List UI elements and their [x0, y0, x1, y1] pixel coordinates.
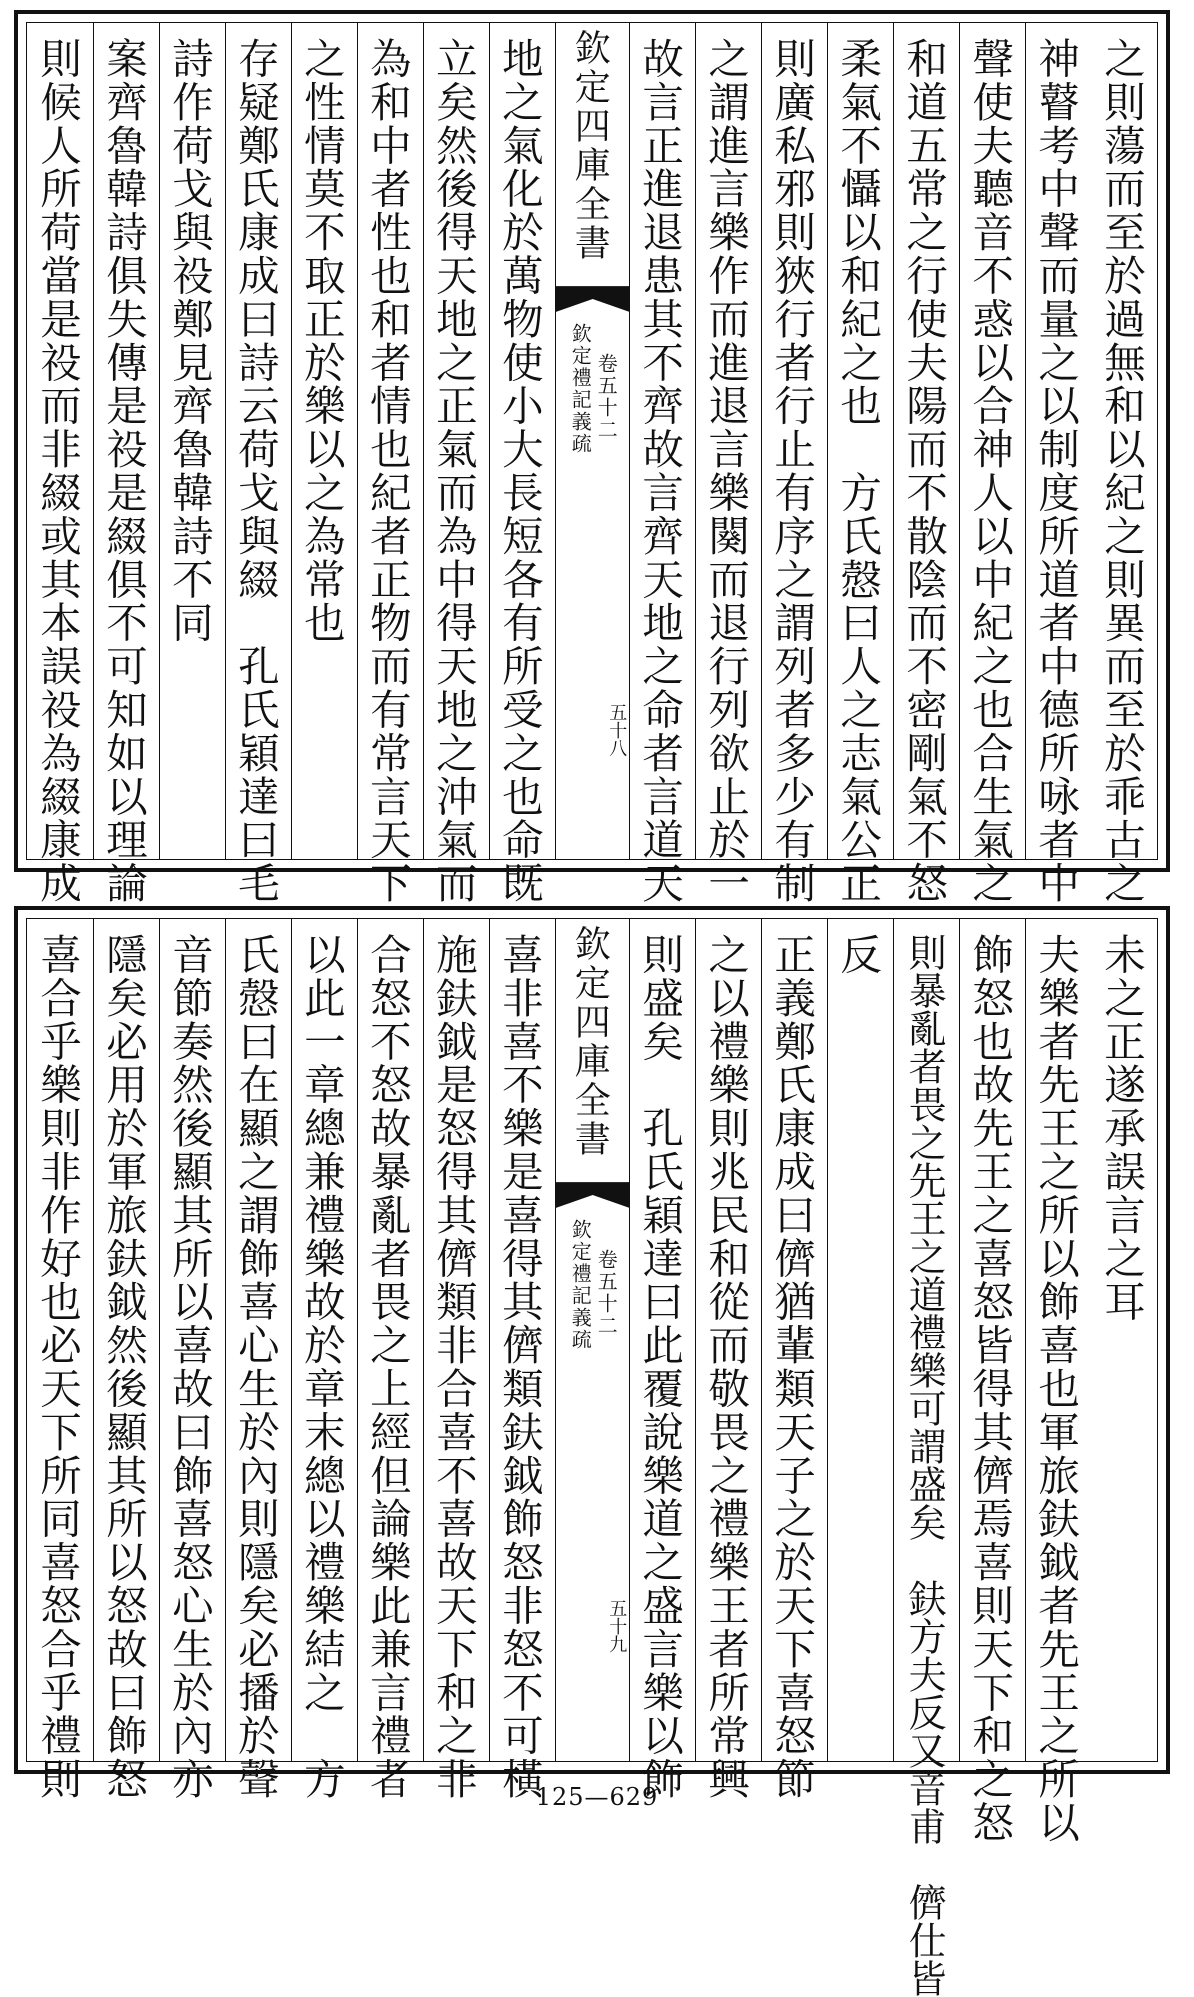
- text-column: 為和中者性也和者情也紀者正物而有常言天下: [357, 23, 423, 859]
- text-column: 音節奏然後顯其所以喜故曰飾喜怒心生於內亦: [159, 919, 225, 1761]
- text-column: 以此一章總兼禮樂故於章末總以禮樂結之 方: [291, 919, 357, 1761]
- top-page-frame: [26, 22, 1158, 905]
- text-column: 立矣然後得天地之正氣而為中得天地之沖氣而: [423, 23, 489, 859]
- book-title: 欽定四庫全書: [569, 925, 611, 1159]
- text-column: 地之氣化於萬物使小大長短各有所受之也命既: [489, 23, 555, 859]
- text-column: 存疑鄭氏康成曰詩云荷戈與綴 孔氏穎達曰毛: [225, 23, 291, 859]
- center-margin: [555, 23, 629, 859]
- text-column: 合怒不怒故暴亂者畏之上經但論樂此兼言禮者: [357, 919, 423, 1761]
- text-column: 神瞽考中聲而量之以制度所道者中德所咏者中: [1025, 23, 1091, 859]
- sub-juan: 卷五十二: [594, 1249, 619, 1337]
- fish-tail-mark-icon: [556, 1181, 629, 1209]
- text-column: 則盛矣 孔氏穎達曰此覆說樂道之盛言樂以飾: [629, 919, 695, 1761]
- page-number: 五十九: [606, 1599, 628, 1653]
- text-column: 和道五常之行使夫陽而不散陰而不密剛氣不怒: [893, 23, 959, 859]
- text-column: 之性情莫不取正於樂以之為常也: [291, 23, 357, 859]
- text-column: 之以禮樂則兆民和從而敬畏之禮樂王者所常興: [695, 919, 761, 1761]
- sub-book-title: 欽定禮記義疏: [568, 323, 593, 455]
- text-column: 柔氣不懾以和紀之也 方氏慤曰人之志氣公正: [827, 23, 893, 859]
- text-column: 施鈇鉞是怒得其儕類非合喜不喜故天下和之非: [423, 919, 489, 1761]
- text-column: 之則蕩而至於過無和以紀之則異而至於乖古之: [1097, 37, 1146, 905]
- text-column: 案齊魯韓詩俱失傳是祋是綴俱不可知如以理論: [93, 23, 159, 859]
- sub-book-title: 欽定禮記義疏: [568, 1219, 593, 1351]
- sub-juan: 卷五十二: [594, 353, 619, 441]
- book-title: 欽定四庫全書: [569, 29, 611, 263]
- text-column: 則廣私邪則狹行者行止有序之謂列者多少有制: [761, 23, 827, 859]
- center-margin: [555, 919, 629, 1761]
- text-column: 喜合乎樂則非作好也必天下所同喜怒合乎禮則: [32, 933, 82, 1801]
- text-column: 之謂進言樂作而進退言樂闋而退行列欲止於一: [695, 23, 761, 859]
- text-column: 隱矣必用於軍旅鈇鉞然後顯其所以怒故曰飾怒: [93, 919, 159, 1761]
- text-column: 詩作荷戈與祋鄭見齊魯韓詩不同: [159, 23, 225, 859]
- text-column: 夫樂者先王之所以飾喜也軍旅鈇鉞者先王之所以: [1025, 919, 1091, 1761]
- page-number: 五十八: [606, 703, 628, 757]
- text-column: 氏慤曰在顯之謂飾喜心生於內則隱矣必播於聲: [225, 919, 291, 1761]
- text-column: 聲使夫聽音不惑以合神人以中紀之也合生氣之: [959, 23, 1025, 859]
- text-column: 未之正遂承誤言之耳: [1097, 933, 1146, 1324]
- text-column: 正義鄭氏康成曰儕猶輩類天子之於天下喜怒節: [761, 919, 827, 1761]
- footer-page-ref: 125—629: [535, 1783, 659, 1811]
- fish-tail-mark-icon: [556, 285, 629, 313]
- text-column: 喜非喜不樂是喜得其儕類鈇鉞飾怒非怒不可橫: [489, 919, 555, 1761]
- text-column: 則候人所荷當是祋而非綴或其本誤祋為綴康成: [32, 37, 82, 905]
- text-column: 飾怒也故先王之喜怒皆得其儕焉喜則天下和之怒: [959, 919, 1025, 1761]
- text-column: 反: [827, 919, 893, 1761]
- text-column: 故言正進退患其不齊故言齊天地之命者言道天: [629, 23, 695, 859]
- text-column: 則暴亂者畏之先王之道禮樂可謂盛矣 鈇方夫反又音甫 儕仕皆: [893, 919, 959, 1761]
- top-page: [14, 10, 1170, 905]
